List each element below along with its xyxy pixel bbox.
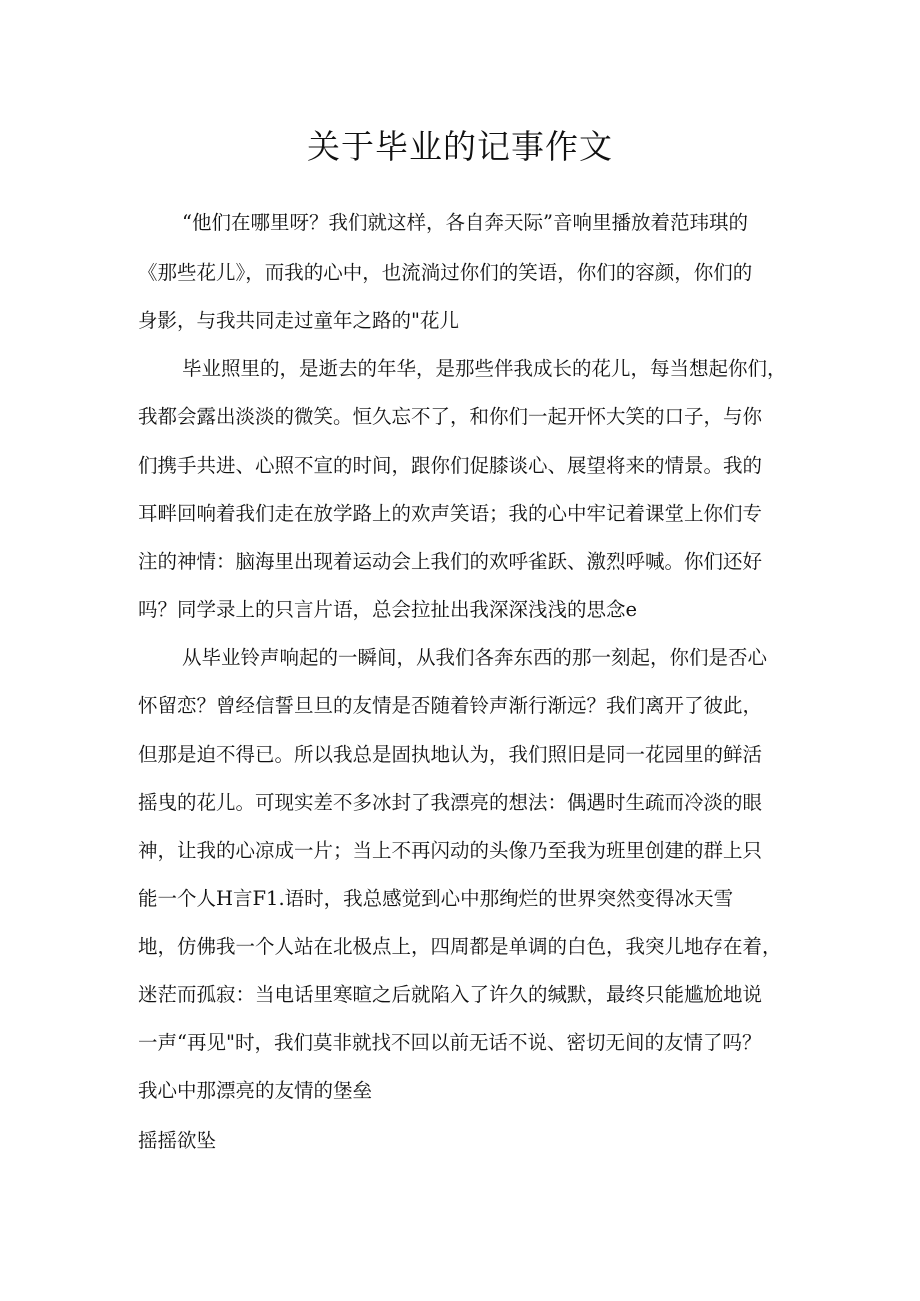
paragraph-line: 摇曳的花儿。可现实差不多冰封了我漂亮的想法：偶遇时生疏而冷淡的眼: [138, 791, 763, 814]
paragraph-line: 但那是迫不得已。所以我总是固执地认为，我们照旧是同一花园里的鲜活: [138, 743, 763, 766]
paragraph-line: 们携手共进、心照不宣的时间，跟你们促膝谈心、展望将来的情景。我的: [138, 454, 763, 477]
paragraph-line: 我心中那漂亮的友情的堡垒: [138, 1079, 373, 1102]
paragraph-line: 毕业照里的，是逝去的年华，是那些伴我成长的花儿，每当想起你们，: [182, 357, 787, 380]
paragraph-line: 身影，与我共同走过童年之路的"花儿: [138, 309, 459, 332]
paragraph-line: 能一个人H言F1.语时，我总感觉到心中那绚烂的世界突然变得冰天雪: [138, 887, 734, 910]
paragraph-line: 耳畔回响着我们走在放学路上的欢声笑语；我的心中牢记着课堂上你们专: [138, 502, 763, 525]
paragraph-line: 地，仿佛我一个人站在北极点上，四周都是单调的白色，我突儿地存在着，: [138, 935, 782, 958]
paragraph-line: 迷茫而孤寂：当电话里寒暄之后就陷入了许久的缄默，最终只能尴尬地说: [138, 983, 763, 1006]
paragraph-line: 摇摇欲坠: [138, 1129, 217, 1152]
paragraph-line: 《那些花儿》，而我的心中，也流淌过你们的笑语，你们的容颜，你们的: [138, 261, 753, 284]
paragraph-line: 神，让我的心凉成一片；当上不再闪动的头像乃至我为班里创建的群上只: [138, 839, 763, 862]
paragraph-line: 吗？同学录上的只言片语，总会拉扯出我深深浅浅的思念e: [138, 598, 638, 621]
paragraph-line: 一声“再见"时，我们莫非就找不回以前无话不说、密切无间的友情了吗？: [138, 1031, 762, 1054]
paragraph-line: 怀留恋？曾经信誓旦旦的友情是否随着铃声渐行渐远？我们离开了彼此，: [138, 694, 763, 717]
paragraph-line: 我都会露出淡淡的微笑。恒久忘不了，和你们一起开怀大笑的口子，与你: [138, 405, 763, 428]
paragraph-line: 注的神情：脑海里出现着运动会上我们的欢呼雀跃、激烈呼喊。你们还好: [138, 550, 763, 573]
document-title: 关于毕业的记事作文: [307, 127, 613, 166]
paragraph-line: “他们在哪里呀？我们就这样，各自奔天际”音响里播放着范玮琪的: [182, 211, 748, 234]
paragraph-line: 从毕业铃声响起的一瞬间，从我们各奔东西的那一刻起，你们是否心: [182, 646, 768, 669]
